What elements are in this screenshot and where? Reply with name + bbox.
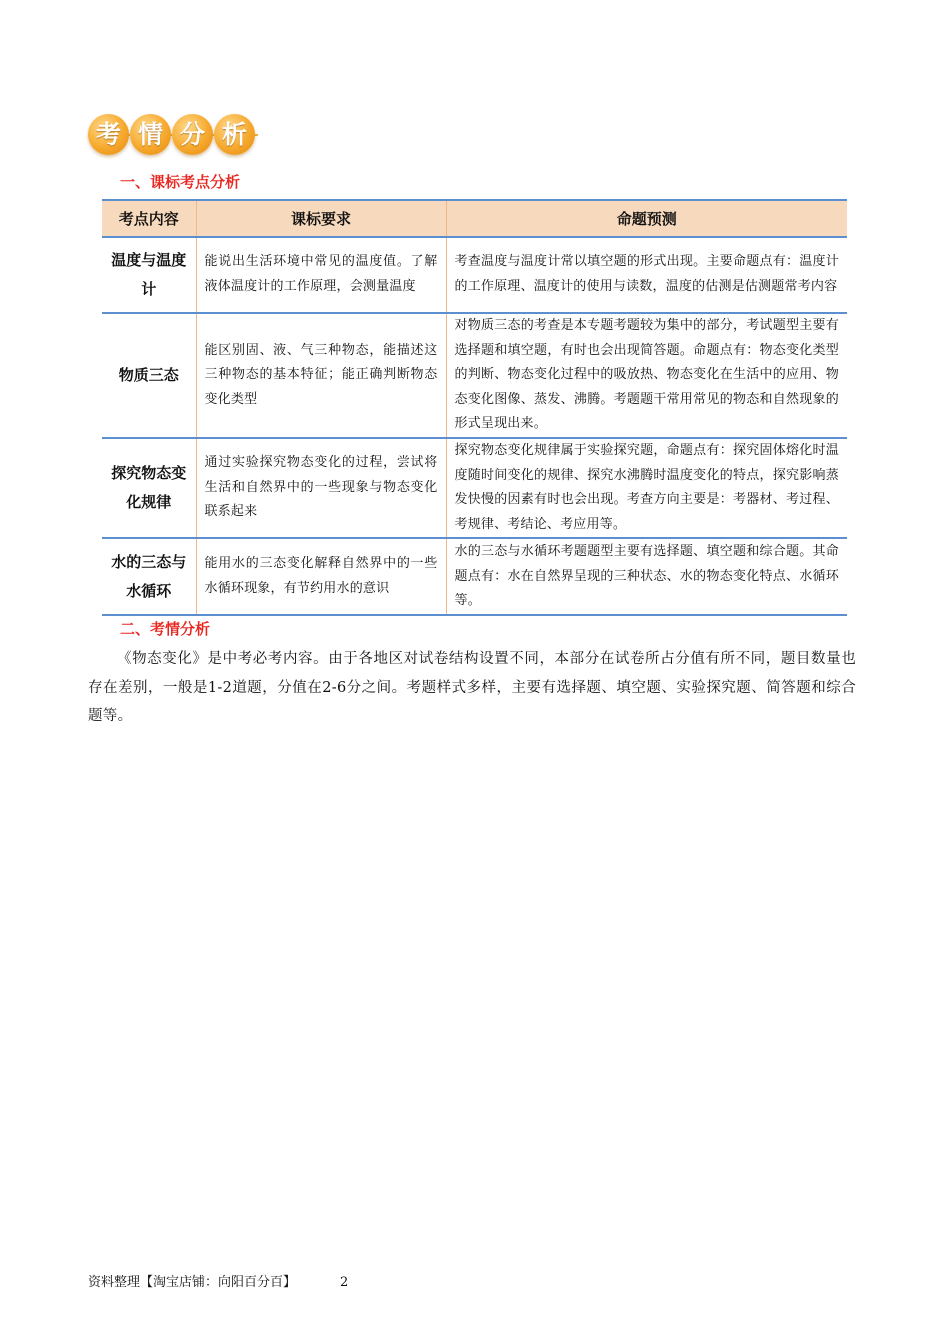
table-row bbox=[102, 237, 847, 313]
banner-char-1: 考 bbox=[88, 114, 129, 155]
topic-cell: 探究物态变化规律 bbox=[102, 438, 196, 538]
section-banner bbox=[88, 114, 258, 162]
section2-title: 二、考情分析 bbox=[120, 620, 211, 638]
header-requirement: 课标要求 bbox=[196, 200, 446, 237]
table-header-row bbox=[102, 200, 847, 237]
section1-title: 一、课标考点分析 bbox=[120, 173, 241, 191]
table-row bbox=[102, 538, 847, 615]
topic-cell: 水的三态与水循环 bbox=[102, 538, 196, 615]
requirement-cell: 能说出生活环境中常见的温度值。了解液体温度计的工作原理，会测量温度 bbox=[196, 237, 446, 313]
page-footer bbox=[88, 1271, 348, 1290]
table-row bbox=[102, 313, 847, 438]
requirement-cell: 通过实验探究物态变化的过程，尝试将生活和自然界中的一些现象与物态变化联系起来 bbox=[196, 438, 446, 538]
analysis-paragraph: 《物态变化》是中考必考内容。由于各地区对试卷结构设置不同，本部分在试卷所占分值有所不同，题目数量也存在差别，一般是1-2道题，分值在2-6分之间。考题样式多样，主要有选择题、填空题、实验探究题、简答题和综合题等。 bbox=[88, 651, 856, 724]
prediction-cell: 考查温度与温度计常以填空题的形式出现。主要命题点有：温度计的工作原理、温度计的使用与读数，温度的估测是估测题常考内容 bbox=[454, 254, 839, 294]
banner-char-2: 情 bbox=[130, 114, 171, 155]
requirement-cell: 能区别固、液、气三种物态，能描述这三种物态的基本特征；能正确判断物态变化类型 bbox=[196, 313, 446, 438]
banner-char-4: 析 bbox=[214, 114, 255, 155]
topic-cell: 温度与温度计 bbox=[102, 237, 196, 313]
banner-char-3: 分 bbox=[172, 114, 213, 155]
page-number: 2 bbox=[340, 1275, 349, 1290]
prediction-cell: 对物质三态的考查是本专题考题较为集中的部分，考试题型主要有选择题和填空题，有时也会出现简答题。命题点有：物态变化类型的判断、物态变化过程中的吸放热、物态变化在生活中的应用、物态变化图像、蒸发、沸腾。考题题干常用常见的物态和自然现象的形式呈现出来。 bbox=[446, 313, 847, 438]
header-prediction: 命题预测 bbox=[446, 200, 847, 237]
footer-source: 资料整理【淘宝店铺：向阳百分百】 bbox=[88, 1275, 297, 1290]
syllabus-table bbox=[102, 199, 847, 616]
header-topic: 考点内容 bbox=[102, 200, 196, 237]
table-row bbox=[102, 438, 847, 538]
prediction-cell: 探究物态变化规律属于实验探究题，命题点有：探究固体熔化时温度随时间变化的规律、探究水沸腾时温度变化的特点，探究影响蒸发快慢的因素有时也会出现。考查方向主要是：考器材、考过程、考规律、考结论、考应用等。 bbox=[446, 438, 847, 538]
topic-cell: 物质三态 bbox=[102, 313, 196, 438]
prediction-cell: 水的三态与水循环考题题型主要有选择题、填空题和综合题。其命题点有：水在自然界呈现的三种状态、水的物态变化特点、水循环等。 bbox=[446, 538, 847, 615]
requirement-cell: 能用水的三态变化解释自然界中的一些水循环现象，有节约用水的意识 bbox=[196, 538, 446, 615]
